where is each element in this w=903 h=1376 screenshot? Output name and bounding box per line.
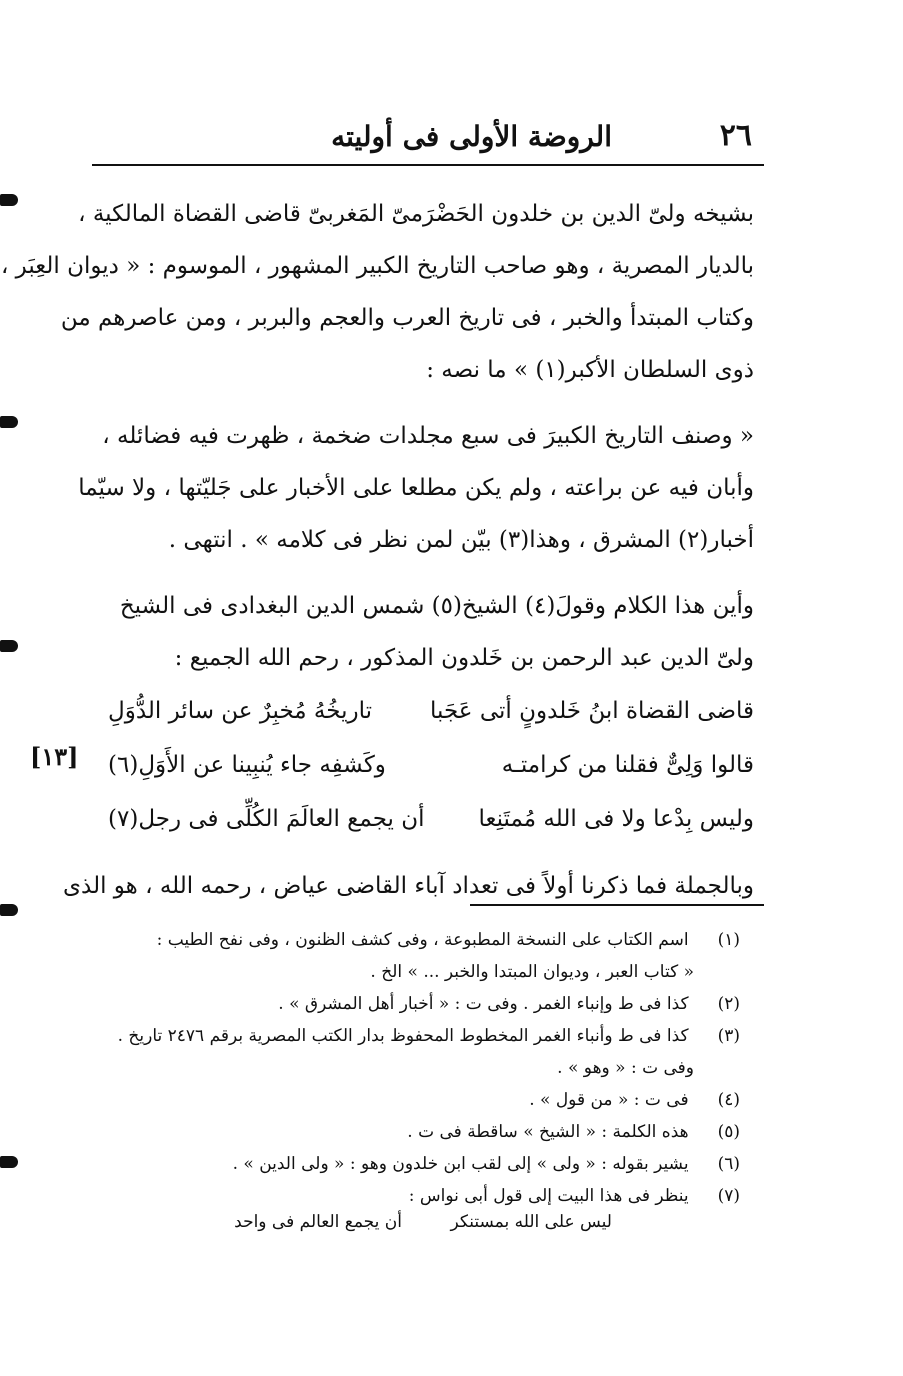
page-number: ٢٦ xyxy=(719,118,752,153)
footnote-number: (٧) xyxy=(717,1186,740,1206)
footnote-text: كذا فى ط وإنباء الغمر . وفى ت : « أخبار أهل المشرق » . xyxy=(278,994,689,1014)
footnote xyxy=(100,1116,740,1148)
footnote-number: (٦) xyxy=(717,1154,740,1174)
verse-second-hemistich: أن يجمع العالَمَ الكُلِّى فى رجل(٧) xyxy=(108,806,425,832)
verse-second-hemistich: أن يجمع العالم فى واحد xyxy=(234,1212,402,1232)
text-line: ذوى السلطان الأكبر(١) » ما نصه : xyxy=(426,357,754,383)
footnote-number: (٢) xyxy=(717,994,740,1014)
text-line: وأين هذا الكلام وقولَ(٤) الشيخ(٥) شمس الدين البغدادى فى الشيخ xyxy=(119,593,754,619)
paragraph xyxy=(98,580,754,684)
margin-mark xyxy=(0,640,18,652)
footnote-number: (١) xyxy=(717,930,740,950)
paragraph xyxy=(0,188,754,396)
footnote xyxy=(100,1180,740,1212)
footnote-continuation xyxy=(100,956,740,988)
footnote xyxy=(100,1084,740,1116)
poem-verse xyxy=(98,752,754,806)
footnote-number: (٤) xyxy=(717,1090,740,1110)
verse-second-hemistich: تاريخُهُ مُخبِرٌ عن سائر الدُّوَلِ xyxy=(108,698,373,724)
header-rule xyxy=(92,164,764,166)
text-line: بشيخه ولىّ الدين بن خلدون الحَضْرَمىّ المَغربىّ قاضى القضاة المالكية ، xyxy=(78,201,754,227)
text-line: بالديار المصرية ، وهو صاحب التاريخ الكبير المشهور ، الموسوم : « ديوان العِبَر ، xyxy=(0,253,754,279)
poem-verse xyxy=(98,806,754,860)
footnote-text: اسم الكتاب على النسخة المطبوعة ، وفى كشف الظنون ، وفى نفح الطيب : xyxy=(156,930,689,950)
footnotes xyxy=(100,924,740,1246)
running-title: الروضة الأولى فى أوليته xyxy=(331,120,612,153)
footnote-rule xyxy=(470,904,764,906)
footnote-continuation xyxy=(100,1052,740,1084)
footnote xyxy=(100,1020,740,1052)
original-page-marker: [١٣] xyxy=(30,742,79,771)
text-line: وأبان فيه عن براعته ، ولم يكن مطلعا على الأخبار على جَليّتها ، ولا سيّما xyxy=(78,475,754,501)
footnote-number: (٣) xyxy=(717,1026,740,1046)
footnote-text: هذه الكلمة : « الشيخ » ساقطة فى ت . xyxy=(407,1122,689,1142)
poem-verse xyxy=(98,698,754,752)
margin-mark xyxy=(0,904,18,916)
verse-first-hemistich: وليس بِدْعا ولا فى الله مُمتَنِعا xyxy=(478,806,754,832)
page-header xyxy=(92,118,752,164)
footnote-text: فى ت : « من قول » . xyxy=(529,1090,689,1110)
margin-mark xyxy=(0,416,18,428)
verse-first-hemistich: قاضى القضاة ابنُ خَلدونٍ أتى عَجَبا xyxy=(430,698,754,724)
text-line: « وصنف التاريخ الكبيرَ فى سبع مجلدات ضخمة ، ظهرت فيه فضائله ، xyxy=(102,423,754,449)
margin-mark xyxy=(0,194,18,206)
poem xyxy=(98,698,754,860)
verse-second-hemistich: وكَشفِه جاء يُنبِينا عن الأَوَلِ(٦) xyxy=(108,752,386,778)
footnote-number: (٥) xyxy=(717,1122,740,1142)
margin-mark xyxy=(0,1156,18,1168)
footnote-verse xyxy=(100,1212,740,1246)
footnote-text: ينظر فى هذا البيت إلى قول أبى نواس : xyxy=(408,1186,689,1206)
footnote xyxy=(100,988,740,1020)
text-line: وبالجملة فما ذكرنا أولاً فى تعداد آباء القاضى عياض ، رحمه الله ، هو الذى xyxy=(63,873,754,899)
text-line: وكتاب المبتدأ والخبر ، فى تاريخ العرب والعجم والبربر ، ومن عاصرهم من xyxy=(60,305,754,331)
text-line: أخبار(٢) المشرق ، وهذا(٣) بيّن لمن نظر فى كلامه » . انتهى . xyxy=(168,527,754,553)
footnote-text: يشير بقوله : « ولى » إلى لقب ابن خلدون وهو : « ولى الدين » . xyxy=(232,1154,689,1174)
verse-first-hemistich: ليس على الله بمستنكر xyxy=(450,1212,612,1232)
quotation-paragraph xyxy=(78,410,754,566)
footnote-text: وفى ت : « وهو » . xyxy=(557,1058,694,1078)
footnote xyxy=(100,1148,740,1180)
footnote xyxy=(100,924,740,956)
footnote-text: « كتاب العبر ، وديوان المبتدا والخبر ... » الخ . xyxy=(370,962,694,982)
text-line: ولىّ الدين عبد الرحمن بن خَلدون المذكور ، رحم الله الجميع : xyxy=(174,645,754,671)
verse-first-hemistich: قالوا وَلِىٌّ فقلنا من كرامتـه xyxy=(501,752,754,778)
footnote-text: كذا فى ط وأنباء الغمر المخطوط المحفوظ بدار الكتب المصرية برقم ٢٤٧٦ تاريخ . xyxy=(117,1026,689,1046)
